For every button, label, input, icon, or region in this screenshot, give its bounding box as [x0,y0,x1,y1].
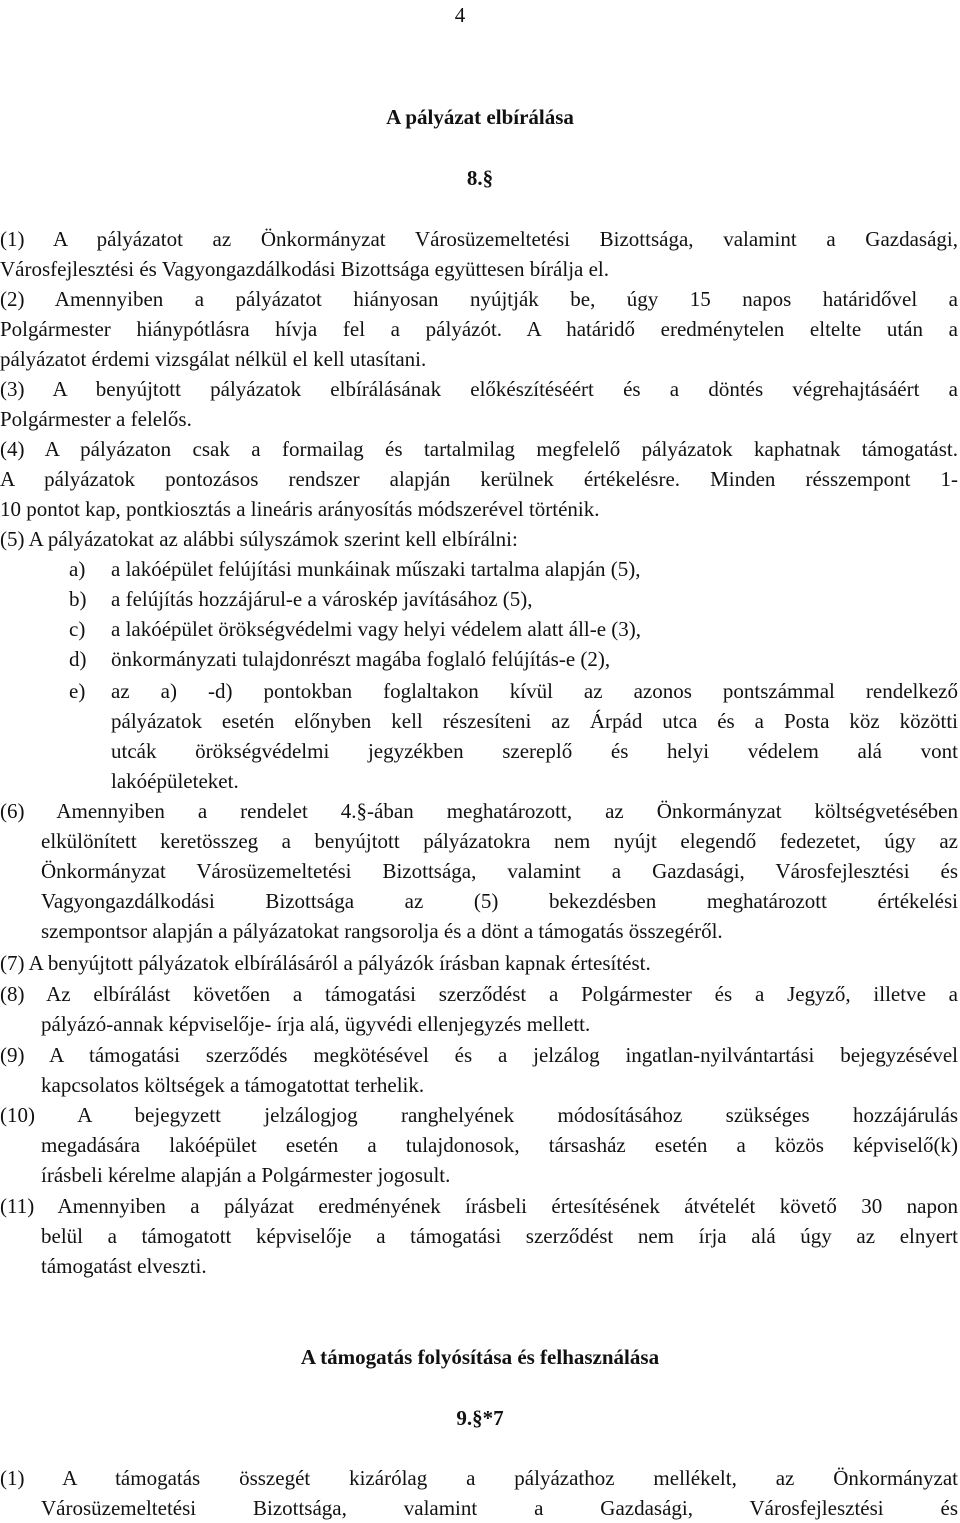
text-line: a felújítás hozzájárul-e a városkép javításához (5), [111,587,533,611]
paragraph-8-2 [0,284,958,374]
text-line: A pályázatok pontozásos rendszer alapján kerülnek értékelésre. Minden résszempont 1- [0,467,958,491]
text-line: elkülönített keretösszeg a benyújtott pályázatokra nem nyújt elegendő fedezetet, úgy az [41,829,958,853]
text-line: (8) Az elbírálást követően a támogatási szerződést a Polgármester és a Jegyző, illetve a [0,982,958,1006]
text-line: (3) A benyújtott pályázatok elbírálásának előkészítéséért és a döntés végrehajtásáért a [0,377,958,401]
text-line: (6) Amennyiben a rendelet 4.§-ában meghatározott, az Önkormányzat költségvetésében [0,799,958,823]
list-label: c) [69,617,86,641]
paragraph-8-8 [0,979,958,1039]
list-item-b [0,584,958,614]
text-line: Polgármester hiánypótlásra hívja fel a pályázót. A határidő eredménytelen eltelte után a [0,317,958,341]
paragraph-mark-9: 9.§*7 [456,1406,504,1430]
text-line: Vagyongazdálkodási Bizottsága az (5) bekezdésben meghatározott értékelési [41,889,958,913]
text-line: Városüzemeltetési Bizottsága, valamint a Gazdasági, Városfejlesztési és [41,1496,958,1520]
text-line: (4) A pályázaton csak a formailag és tartalmilag megfelelő pályázatok kaphatnak támogatást. [0,437,958,461]
text-line: (1) A pályázatot az Önkormányzat Városüzemeltetési Bizottsága, valamint a Gazdasági, [0,227,958,251]
text-line: pályázó-annak képviselője- írja alá, ügyvédi ellenjegyzés mellett. [41,1012,591,1036]
text-line: a lakóépület felújítási munkáinak műszaki tartalma alapján (5), [111,557,641,581]
list-label: b) [69,587,87,611]
text-line: írásbeli kérelme alapján a Polgármester jogosult. [41,1163,451,1187]
paragraph-8-5 [0,524,958,554]
text-line: önkormányzati tulajdonrészt magába foglaló felújítás-e (2), [111,647,611,671]
text-line: (2) Amennyiben a pályázatot hiányosan nyújtják be, úgy 15 napos határidővel a [0,287,958,311]
paragraph-8-6 [0,796,958,946]
text-line: (11) Amennyiben a pályázat eredményének írásbeli értesítésének átvételét követő 30 napon [0,1194,958,1218]
text-line: (1) A támogatás összegét kizárólag a pályázathoz mellékelt, az Önkormányzat [0,1466,958,1490]
list-label: e) [69,679,86,703]
text-line: Polgármester a felelős. [0,407,192,431]
paragraph-8-11 [0,1191,958,1281]
list-item-e [0,676,958,796]
text-line: pályázatot érdemi vizsgálat nélkül el kell utasítani. [0,347,427,371]
text-line: az a) -d) pontokban foglaltakon kívül az azonos pontszámmal rendelkező [111,679,958,703]
paragraph-8-10 [0,1100,958,1190]
paragraph-8-9 [0,1040,958,1100]
text-line: pályázatok esetén előnyben kell részesíteni az Árpád utca és a Posta köz közötti [111,709,958,733]
text-line: (5) A pályázatokat az alábbi súlyszámok szerint kell elbírálni: [0,527,518,551]
text-line: belül a támogatott képviselője a támogatási szerződést nem írja alá úgy az elnyert [41,1224,958,1248]
paragraph-8-1 [0,224,958,284]
text-line: lakóépületeket. [111,769,239,793]
text-line: 10 pontot kap, pontkiosztás a lineáris arányosítás módszerével történik. [0,497,600,521]
list-item-a [0,554,958,584]
paragraph-8-3 [0,374,958,434]
list-item-d [0,644,958,674]
text-line: megadására lakóépület esetén a tulajdonosok, társasház esetén a közös képviselő(k) [41,1133,958,1157]
text-line: támogatást elveszti. [41,1254,207,1278]
text-line: Önkormányzat Városüzemeltetési Bizottsága, valamint a Gazdasági, Városfejlesztési és [41,859,958,883]
list-label: a) [69,557,86,581]
text-line: kapcsolatos költségek a támogatottat terhelik. [41,1073,425,1097]
paragraph-9-1 [0,1463,958,1523]
paragraph-8-7 [0,948,958,978]
section-heading-1: A pályázat elbírálása [386,105,574,129]
text-line: a lakóépület örökségvédelmi vagy helyi védelem alatt áll-e (3), [111,617,642,641]
text-line: (7) A benyújtott pályázatok elbírálásáról a pályázók írásban kapnak értesítést. [0,951,651,975]
section-heading-2: A támogatás folyósítása és felhasználása [300,1345,660,1369]
paragraph-8-4 [0,434,958,524]
text-line: (10) A bejegyzett jelzálogjog ranghelyének módosításához szükséges hozzájárulás [0,1103,958,1127]
text-line: Városfejlesztési és Vagyongazdálkodási Bizottsága együttesen bírálja el. [0,257,609,281]
text-line: utcák örökségvédelmi jegyzékben szereplő és helyi védelem alá vont [111,739,958,763]
page-number: 4 [454,3,466,27]
list-label: d) [69,647,87,671]
text-line: (9) A támogatási szerződés megkötésével és a jelzálog ingatlan-nyilvántartási bejegyzésével [0,1043,958,1067]
text-line: szempontsor alapján a pályázatokat rangsorolja és a dönt a támogatás összegéről. [41,919,723,943]
paragraph-mark-8: 8.§ [466,166,494,190]
list-item-c [0,614,958,644]
